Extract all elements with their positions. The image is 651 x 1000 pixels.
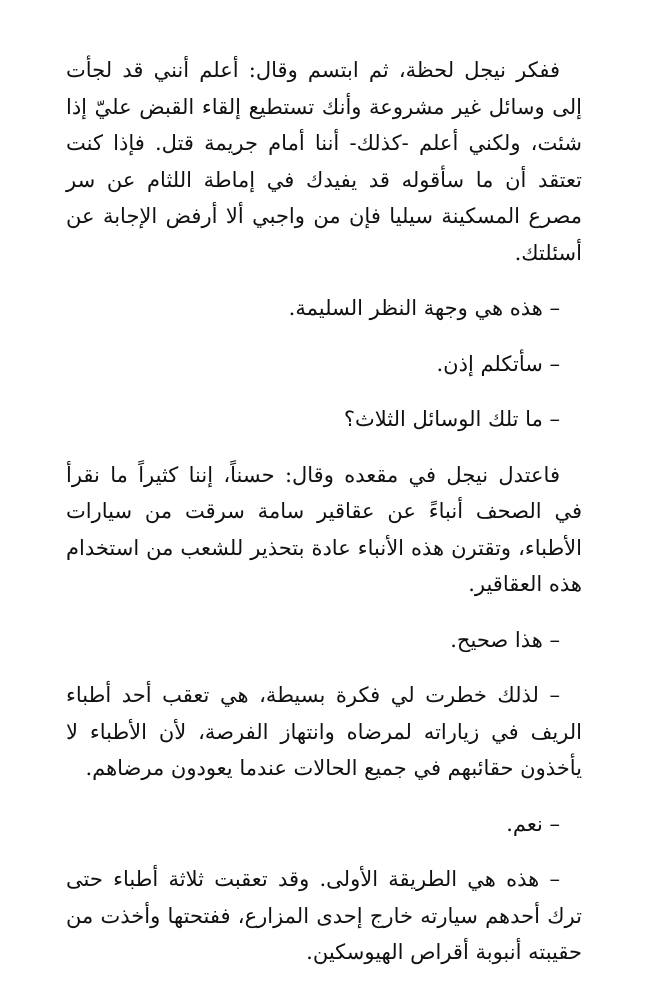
paragraph: – لذلك خطرت لي فكرة بسيطة، هي تعقب أحد أطباء الريف في زياراته لمرضاه وانتهاز الفرصة، لأن الأطباء لا يأخذون حقائبهم في جميع الحالات عندما يعودون مرضاهم. [66, 683, 582, 780]
paragraph: فاعتدل نيجل في مقعده وقال: حسناً، إننا كثيراً ما نقرأ في الصحف أنباءً عن عقاقير سامة سرقت من سيارات الأطباء، وتقترن هذه الأنباء عادة بتحذير للشعب من استخدام هذه العقاقير. [66, 462, 582, 596]
dialogue-line: – سأتكلم إذن. [436, 351, 560, 376]
dialogue-line: – ما تلك الوسائل الثلاث؟ [343, 407, 560, 431]
paragraph: – هذه هي الطريقة الأولى. وقد تعقبت ثلاثة أطباء حتى ترك أحدهم سيارته خارج إحدى المزارع، ففتحتها وأخذت من حقيبته أنبوبة أقراص الهيوسكين. [66, 867, 582, 964]
dialogue-line: – هذا صحيح. [450, 627, 560, 652]
dialogue-line: – نعم. [506, 811, 560, 836]
dialogue-line: – هذه هي وجهة النظر السليمة. [288, 296, 560, 320]
page-body [66, 52, 582, 990]
paragraph: ففكر نيجل لحظة، ثم ابتسم وقال: أعلم أنني قد لجأت إلى وسائل غير مشروعة وأنك تستطيع إلقاء القبض عليّ إذا شئت، ولكني أعلم -كذلك- أننا أمام جريمة قتل. فإذا كنت تعتقد أن ما سأقوله قد يفيدك في إماطة اللثام عن سر مصرع المسكينة سيليا فإن من واجبي ألا أرفض الإجابة عن أسئلتك. [66, 58, 582, 265]
